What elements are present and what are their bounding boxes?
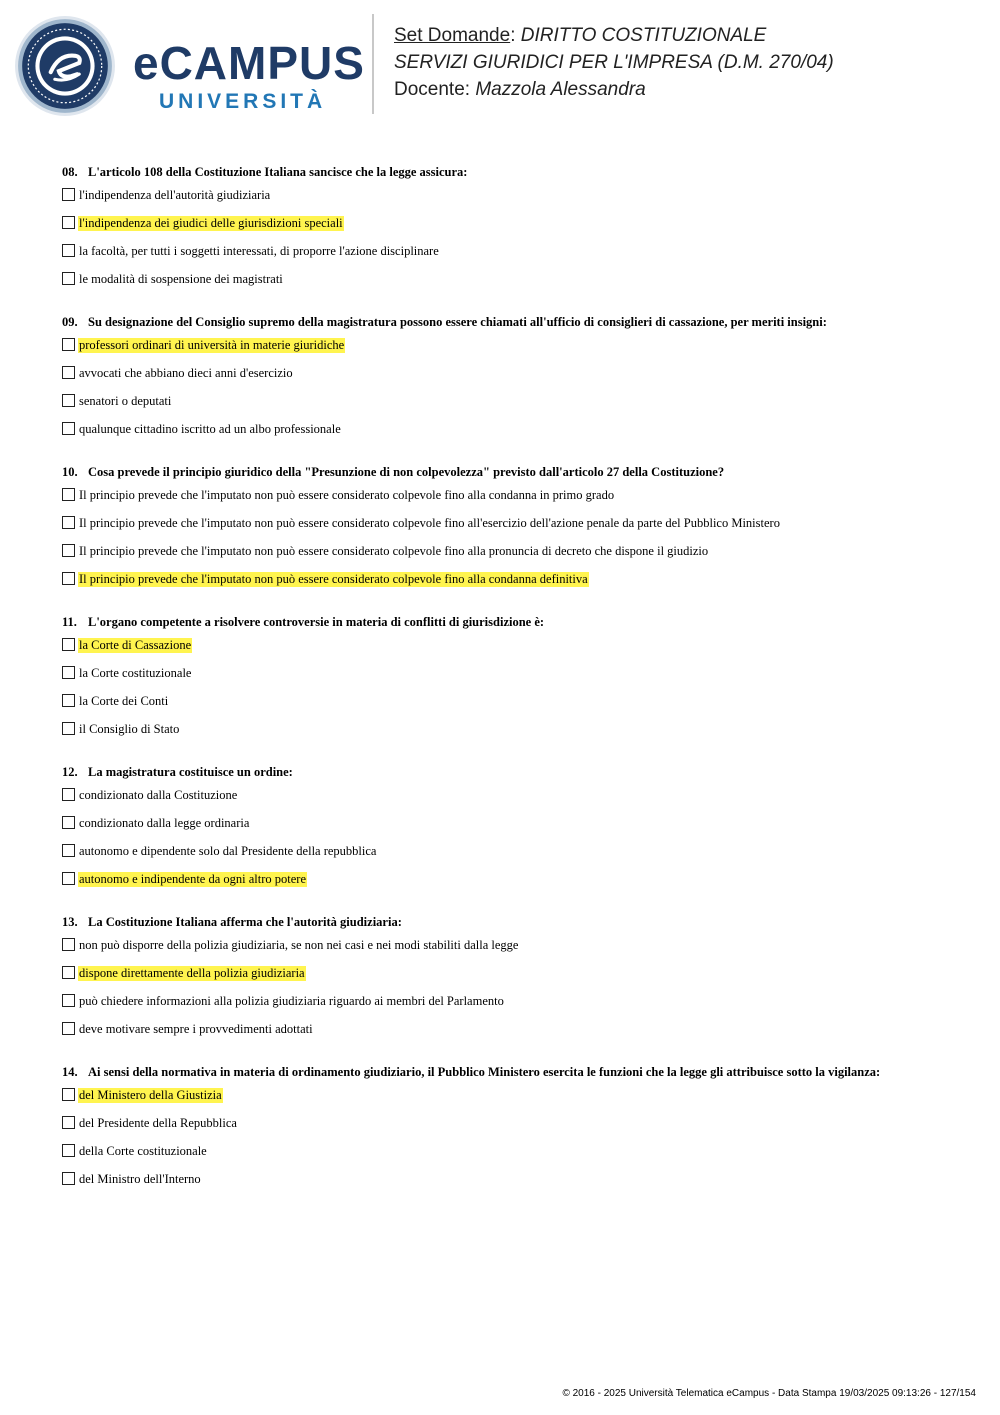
answer-checkbox[interactable]	[62, 694, 75, 707]
answer-option-correct[interactable]	[62, 872, 962, 900]
question-11	[62, 614, 962, 750]
question-number: 14.	[62, 1065, 78, 1079]
page-footer: © 2016 - 2025 Università Telematica eCampus - Data Stampa 19/03/2025 09:13:26 - 127/154	[562, 1388, 976, 1399]
answer-text: qualunque cittadino iscritto ad un albo professionale	[79, 422, 341, 436]
question-text: La Costituzione Italiana afferma che l'autorità giudiziaria:	[88, 915, 402, 929]
answer-checkbox[interactable]	[62, 1088, 75, 1101]
answer-checkbox[interactable]	[62, 1172, 75, 1185]
teacher-line	[394, 76, 834, 103]
teacher-name: Mazzola Alessandra	[475, 79, 646, 100]
answer-checkbox[interactable]	[62, 338, 75, 351]
answer-text-highlighted: l'indipendenza dei giudici delle giurisdizioni speciali	[79, 216, 343, 230]
question-number: 11.	[62, 615, 77, 629]
answer-checkbox[interactable]	[62, 666, 75, 679]
answer-checkbox[interactable]	[62, 1144, 75, 1157]
answer-option[interactable]	[62, 666, 962, 694]
answer-option[interactable]	[62, 244, 962, 272]
answer-checkbox[interactable]	[62, 722, 75, 735]
answer-checkbox[interactable]	[62, 188, 75, 201]
header-divider	[372, 14, 374, 114]
answer-option-correct[interactable]	[62, 338, 962, 366]
answer-text: autonomo e dipendente solo dal Presidente della repubblica	[79, 844, 377, 858]
answer-text: le modalità di sospensione dei magistrati	[79, 272, 283, 286]
question-text: L'organo competente a risolvere controversie in materia di conflitti di giurisdizione è:	[88, 615, 545, 629]
answer-text: la Corte dei Conti	[79, 694, 169, 708]
question-title	[62, 464, 962, 480]
answer-checkbox[interactable]	[62, 938, 75, 951]
answer-option-correct[interactable]	[62, 966, 962, 994]
question-10	[62, 464, 962, 600]
answer-option-correct[interactable]	[62, 216, 962, 244]
logo-brand: eCAMPUS	[133, 37, 365, 89]
answer-option[interactable]	[62, 422, 962, 450]
answer-checkbox[interactable]	[62, 816, 75, 829]
answer-text: condizionato dalla legge ordinaria	[79, 816, 250, 830]
answer-text-highlighted: autonomo e indipendente da ogni altro potere	[79, 872, 307, 886]
answer-option[interactable]	[62, 788, 962, 816]
answer-text-highlighted: Il principio prevede che l'imputato non può essere considerato colpevole fino alla condanna definitiva	[79, 572, 588, 586]
course-info	[394, 22, 834, 103]
set-value: DIRITTO COSTITUZIONALE	[520, 25, 767, 46]
answer-option[interactable]	[62, 938, 962, 966]
answer-checkbox[interactable]	[62, 872, 75, 885]
question-text: L'articolo 108 della Costituzione Italiana sancisce che la legge assicura:	[88, 165, 468, 179]
answer-checkbox[interactable]	[62, 572, 75, 585]
answer-text: la facoltà, per tutti i soggetti interessati, di proporre l'azione disciplinare	[79, 244, 439, 258]
question-title	[62, 764, 962, 780]
question-title	[62, 1064, 962, 1080]
answer-checkbox[interactable]	[62, 966, 75, 979]
answer-text: l'indipendenza dell'autorità giudiziaria	[79, 188, 271, 202]
question-08	[62, 164, 962, 300]
answer-option[interactable]	[62, 488, 962, 516]
ecampus-seal-logo	[14, 15, 116, 117]
answer-checkbox[interactable]	[62, 844, 75, 857]
answer-option[interactable]	[62, 1172, 962, 1200]
answer-checkbox[interactable]	[62, 394, 75, 407]
answer-checkbox[interactable]	[62, 1022, 75, 1035]
course-line	[394, 49, 834, 76]
ecampus-wordmark	[133, 37, 365, 114]
answer-option[interactable]	[62, 816, 962, 844]
answer-text-highlighted: professori ordinari di università in materie giuridiche	[79, 338, 345, 352]
answer-checkbox[interactable]	[62, 994, 75, 1007]
answer-text-highlighted: del Ministero della Giustizia	[79, 1088, 222, 1102]
question-number: 10.	[62, 465, 78, 479]
answer-text: senatori o deputati	[79, 394, 172, 408]
answer-text: può chiedere informazioni alla polizia giudiziaria riguardo ai membri del Parlamento	[79, 994, 504, 1008]
answer-checkbox[interactable]	[62, 272, 75, 285]
answer-option-correct[interactable]	[62, 638, 962, 666]
answer-text-highlighted: dispone direttamente della polizia giudiziaria	[79, 966, 305, 980]
question-title	[62, 914, 962, 930]
answer-checkbox[interactable]	[62, 488, 75, 501]
question-number: 09.	[62, 315, 78, 329]
answer-option[interactable]	[62, 272, 962, 300]
answer-option[interactable]	[62, 694, 962, 722]
answer-checkbox[interactable]	[62, 366, 75, 379]
question-title	[62, 164, 962, 180]
answer-option[interactable]	[62, 844, 962, 872]
question-text: La magistratura costituisce un ordine:	[88, 765, 293, 779]
answer-checkbox[interactable]	[62, 216, 75, 229]
question-12	[62, 764, 962, 900]
course-name: SERVIZI GIURIDICI PER L'IMPRESA (D.M. 270/04)	[394, 52, 834, 73]
answer-option[interactable]	[62, 1144, 962, 1172]
answer-text: Il principio prevede che l'imputato non può essere considerato colpevole fino all'esercizio dell'azione penale da parte del Pubblico Ministero	[79, 516, 780, 530]
question-title	[62, 314, 962, 330]
question-14	[62, 1064, 962, 1200]
answer-checkbox[interactable]	[62, 544, 75, 557]
page-header	[0, 0, 1000, 130]
answer-checkbox[interactable]	[62, 516, 75, 529]
answer-option[interactable]	[62, 1022, 962, 1050]
answer-option-correct[interactable]	[62, 572, 962, 600]
answer-text: condizionato dalla Costituzione	[79, 788, 238, 802]
set-label: Set Domande	[394, 25, 511, 46]
answer-option[interactable]	[62, 188, 962, 216]
question-list	[62, 164, 962, 1214]
question-text: Ai sensi della normativa in materia di ordinamento giudiziario, il Pubblico Ministero esercita le funzioni che la legge gli attribuisce sotto la vigilanza:	[88, 1065, 881, 1079]
teacher-label: Docente:	[394, 79, 471, 100]
question-number: 12.	[62, 765, 78, 779]
answer-checkbox[interactable]	[62, 1116, 75, 1129]
question-number: 13.	[62, 915, 78, 929]
logo-subtitle: UNIVERSITÀ	[159, 90, 327, 113]
answer-option[interactable]	[62, 394, 962, 422]
answer-checkbox[interactable]	[62, 244, 75, 257]
answer-checkbox[interactable]	[62, 422, 75, 435]
answer-text: Il principio prevede che l'imputato non può essere considerato colpevole fino alla condanna in primo grado	[79, 488, 615, 502]
answer-option[interactable]	[62, 994, 962, 1022]
answer-text: la Corte costituzionale	[79, 666, 192, 680]
answer-text: Il principio prevede che l'imputato non può essere considerato colpevole fino alla pronuncia di decreto che dispone il giudizio	[79, 544, 709, 558]
answer-text: avvocati che abbiano dieci anni d'esercizio	[79, 366, 293, 380]
question-text: Su designazione del Consiglio supremo della magistratura possono essere chiamati all'ufficio di consiglieri di cassazione, per meriti insigni:	[88, 315, 827, 329]
answer-text: del Presidente della Repubblica	[79, 1116, 237, 1130]
set-line: Set Domande: DIRITTO COSTITUZIONALE	[394, 25, 767, 46]
question-09	[62, 314, 962, 450]
answer-text: il Consiglio di Stato	[79, 722, 180, 736]
answer-option[interactable]	[62, 1116, 962, 1144]
answer-checkbox[interactable]	[62, 788, 75, 801]
answer-text: del Ministro dell'Interno	[79, 1172, 201, 1186]
answer-option-correct[interactable]	[62, 1088, 962, 1116]
question-number: 08.	[62, 165, 78, 179]
question-13	[62, 914, 962, 1050]
answer-text: deve motivare sempre i provvedimenti adottati	[79, 1022, 313, 1036]
answer-option[interactable]	[62, 544, 962, 572]
question-text: Cosa prevede il principio giuridico della "Presunzione di non colpevolezza" previsto dall'articolo 27 della Costituzione?	[88, 465, 725, 479]
answer-option[interactable]	[62, 366, 962, 394]
answer-text-highlighted: la Corte di Cassazione	[79, 638, 192, 652]
answer-checkbox[interactable]	[62, 638, 75, 651]
answer-text: della Corte costituzionale	[79, 1144, 207, 1158]
answer-text: non può disporre della polizia giudiziaria, se non nei casi e nei modi stabiliti dalla legge	[79, 938, 519, 952]
question-title	[62, 614, 962, 630]
answer-option[interactable]	[62, 722, 962, 750]
answer-option[interactable]	[62, 516, 962, 544]
